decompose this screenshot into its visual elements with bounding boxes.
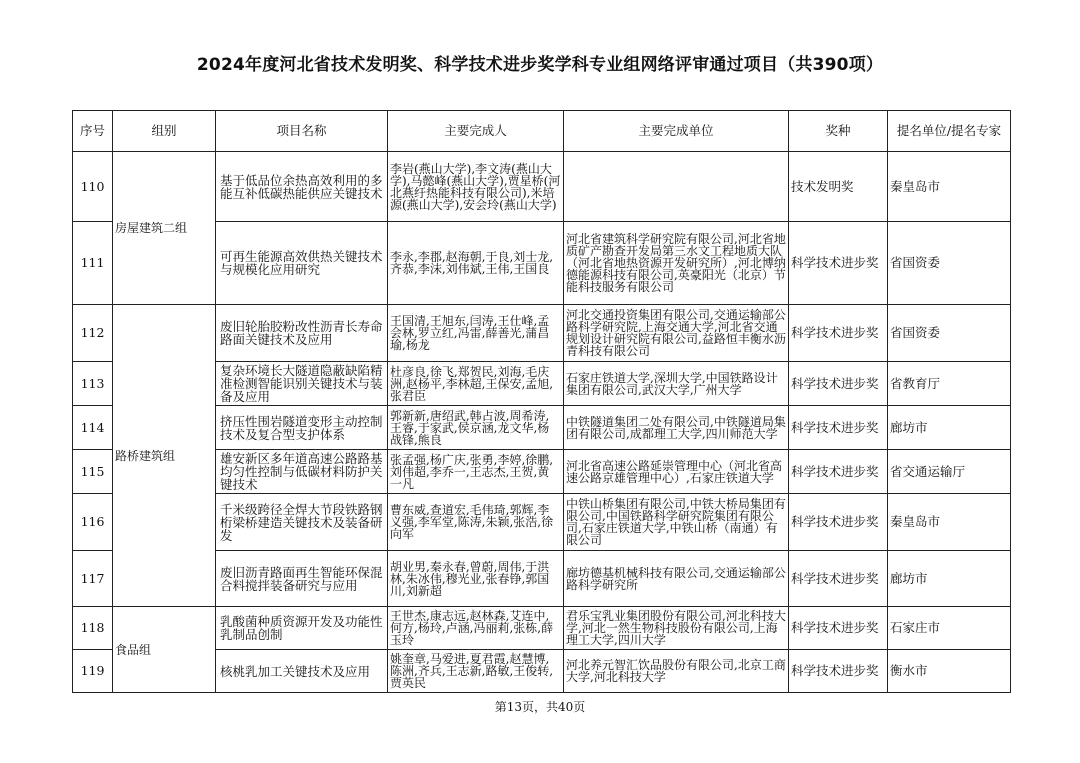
row-units: 廊坊德基机械科技有限公司,交通运输部公路科学研究所 bbox=[564, 551, 789, 607]
row-units: 石家庄铁道大学,深圳大学,中国铁路设计集团有限公司,武汉大学,广州大学 bbox=[564, 362, 789, 406]
row-people: 王世杰,康志远,赵林森,艾连中,何方,杨玲,卢涵,冯丽莉,张栋,薛玉玲 bbox=[388, 607, 564, 650]
header-row bbox=[73, 111, 1011, 152]
row-people: 胡业男,秦永春,曾蔚,周伟,于洪林,朱冰伟,穆光业,张春铮,郭国川,刘新超 bbox=[388, 551, 564, 607]
row-people: 李永,李郡,赵海朝,于良,刘士龙,齐恭,李沫,刘伟斌,王伟,王国良 bbox=[388, 222, 564, 305]
row-people: 杜彦良,徐飞,郑贺民,刘海,毛庆洲,赵杨平,李林超,王保安,孟旭,张君臣 bbox=[388, 362, 564, 406]
row-nominator: 廊坊市 bbox=[888, 406, 1011, 450]
row-project: 核桃乳加工关键技术及应用 bbox=[216, 650, 388, 693]
row-project: 废旧轮胎胶粉改性沥青长寿命路面关键技术及应用 bbox=[216, 305, 388, 362]
row-people: 张孟强,杨广庆,张勇,李婷,徐鹏,刘伟超,李乔一,王志杰,王贺,黄一凡 bbox=[388, 450, 564, 494]
results-table bbox=[72, 110, 1011, 693]
row-seq: 115 bbox=[73, 450, 113, 494]
header-people: 主要完成人 bbox=[388, 111, 564, 152]
row-project: 复杂环境长大隧道隐蔽缺陷精准检测智能识别关键技术与装备及应用 bbox=[216, 362, 388, 406]
header-units: 主要完成单位 bbox=[564, 111, 789, 152]
table-row bbox=[73, 607, 1011, 650]
row-people: 姚奎章,马爱进,夏君霞,赵慧博,陈洲,齐兵,王志新,路敏,王俊转,贾英民 bbox=[388, 650, 564, 693]
page-number: 第13页，共40页 bbox=[494, 700, 586, 714]
row-people: 王国清,王旭东,闫涛,王仕峰,孟会林,罗立红,冯雷,薛善光,蒲昌瑜,杨龙 bbox=[388, 305, 564, 362]
row-seq: 114 bbox=[73, 406, 113, 450]
row-units: 中铁山桥集团有限公司,中铁大桥局集团有限公司,中国铁路科学研究院集团有限公司,石家庄铁道大学,中铁山桥（南通）有限公司 bbox=[564, 494, 789, 551]
row-units: 中铁隧道集团二处有限公司,中铁隧道局集团有限公司,成都理工大学,四川师范大学 bbox=[564, 406, 789, 450]
table-row bbox=[73, 152, 1011, 222]
row-nominator: 衡水市 bbox=[888, 650, 1011, 693]
row-nominator: 省教育厅 bbox=[888, 362, 1011, 406]
row-seq: 111 bbox=[73, 222, 113, 305]
row-award: 科学技术进步奖 bbox=[789, 607, 888, 650]
row-project: 雄安新区多年道高速公路路基均匀性控制与低碳材料防护关键技术 bbox=[216, 450, 388, 494]
row-nominator: 省国资委 bbox=[888, 222, 1011, 305]
row-seq: 112 bbox=[73, 305, 113, 362]
row-units: 君乐宝乳业集团股份有限公司,河北科技大学,河北一然生物科技股份有限公司,上海理工大学,四川大学 bbox=[564, 607, 789, 650]
row-project: 挤压性围岩隧道变形主动控制技术及复合型支护体系 bbox=[216, 406, 388, 450]
row-award: 科学技术进步奖 bbox=[789, 551, 888, 607]
page-title: 2024年度河北省技术发明奖、科学技术进步奖学科专业组网络评审通过项目（共390项） bbox=[196, 55, 884, 75]
row-award: 科学技术进步奖 bbox=[789, 494, 888, 551]
group-cell: 食品组 bbox=[113, 607, 216, 693]
row-nominator: 秦皇岛市 bbox=[888, 152, 1011, 222]
row-people: 李岩(燕山大学),李文涛(燕山大学),马懿峰(燕山大学),贾星桥(河北燕纡热能科技有限公司),米培源(燕山大学),安会玲(燕山大学) bbox=[388, 152, 564, 222]
row-project: 基于低品位余热高效利用的多能互补低碳热能供应关键技术 bbox=[216, 152, 388, 222]
row-seq: 116 bbox=[73, 494, 113, 551]
row-award: 科学技术进步奖 bbox=[789, 406, 888, 450]
row-units: 河北省高速公路延崇管理中心（河北省高速公路京雄管理中心）,石家庄铁道大学 bbox=[564, 450, 789, 494]
row-seq: 119 bbox=[73, 650, 113, 693]
row-nominator: 秦皇岛市 bbox=[888, 494, 1011, 551]
row-units: 河北交通投资集团有限公司,交通运输部公路科学研究院,上海交通大学,河北省交通规划设计研究院有限公司,益路恒丰衡水沥青科技有限公司 bbox=[564, 305, 789, 362]
row-units: 河北养元智汇饮品股份有限公司,北京工商大学,河北科技大学 bbox=[564, 650, 789, 693]
row-project: 可再生能源高效供热关键技术与规模化应用研究 bbox=[216, 222, 388, 305]
row-award: 科学技术进步奖 bbox=[789, 450, 888, 494]
row-seq: 118 bbox=[73, 607, 113, 650]
row-project: 废旧沥青路面再生智能环保混合料搅拌装备研究与应用 bbox=[216, 551, 388, 607]
group-cell: 房屋建筑二组 bbox=[113, 152, 216, 305]
row-award: 科学技术进步奖 bbox=[789, 305, 888, 362]
group-cell: 路桥建筑组 bbox=[113, 305, 216, 607]
row-units bbox=[564, 152, 789, 222]
row-award: 科学技术进步奖 bbox=[789, 362, 888, 406]
row-nominator: 石家庄市 bbox=[888, 607, 1011, 650]
row-units: 河北省建筑科学研究院有限公司,河北省地质矿产勘查开发局第三水文工程地质大队（河北省地热资源开发研究所）,河北博纳德能源科技有限公司,英豪阳光（北京）节能科技服务有限公司 bbox=[564, 222, 789, 305]
row-award: 技术发明奖 bbox=[789, 152, 888, 222]
table-row bbox=[73, 305, 1011, 362]
row-nominator: 廊坊市 bbox=[888, 551, 1011, 607]
row-award: 科学技术进步奖 bbox=[789, 222, 888, 305]
header-group: 组别 bbox=[113, 111, 216, 152]
header-project: 项目名称 bbox=[216, 111, 388, 152]
row-nominator: 省交通运输厅 bbox=[888, 450, 1011, 494]
row-seq: 117 bbox=[73, 551, 113, 607]
row-nominator: 省国资委 bbox=[888, 305, 1011, 362]
row-award: 科学技术进步奖 bbox=[789, 650, 888, 693]
row-seq: 113 bbox=[73, 362, 113, 406]
header-award: 奖种 bbox=[789, 111, 888, 152]
header-nominator: 提名单位/提名专家 bbox=[888, 111, 1011, 152]
row-project: 千米级跨径全焊大节段铁路钢桁梁桥建造关键技术及装备研发 bbox=[216, 494, 388, 551]
row-project: 乳酸菌种质资源开发及功能性乳制品创制 bbox=[216, 607, 388, 650]
header-seq: 序号 bbox=[73, 111, 113, 152]
row-people: 郭新新,唐绍武,韩占波,周希涛,王睿,于家武,侯京涵,龙文华,杨战锋,熊良 bbox=[388, 406, 564, 450]
row-seq: 110 bbox=[73, 152, 113, 222]
row-people: 曹东威,查道宏,毛伟琦,郭辉,李义强,李军堂,陈涛,朱颖,张浩,徐向军 bbox=[388, 494, 564, 551]
